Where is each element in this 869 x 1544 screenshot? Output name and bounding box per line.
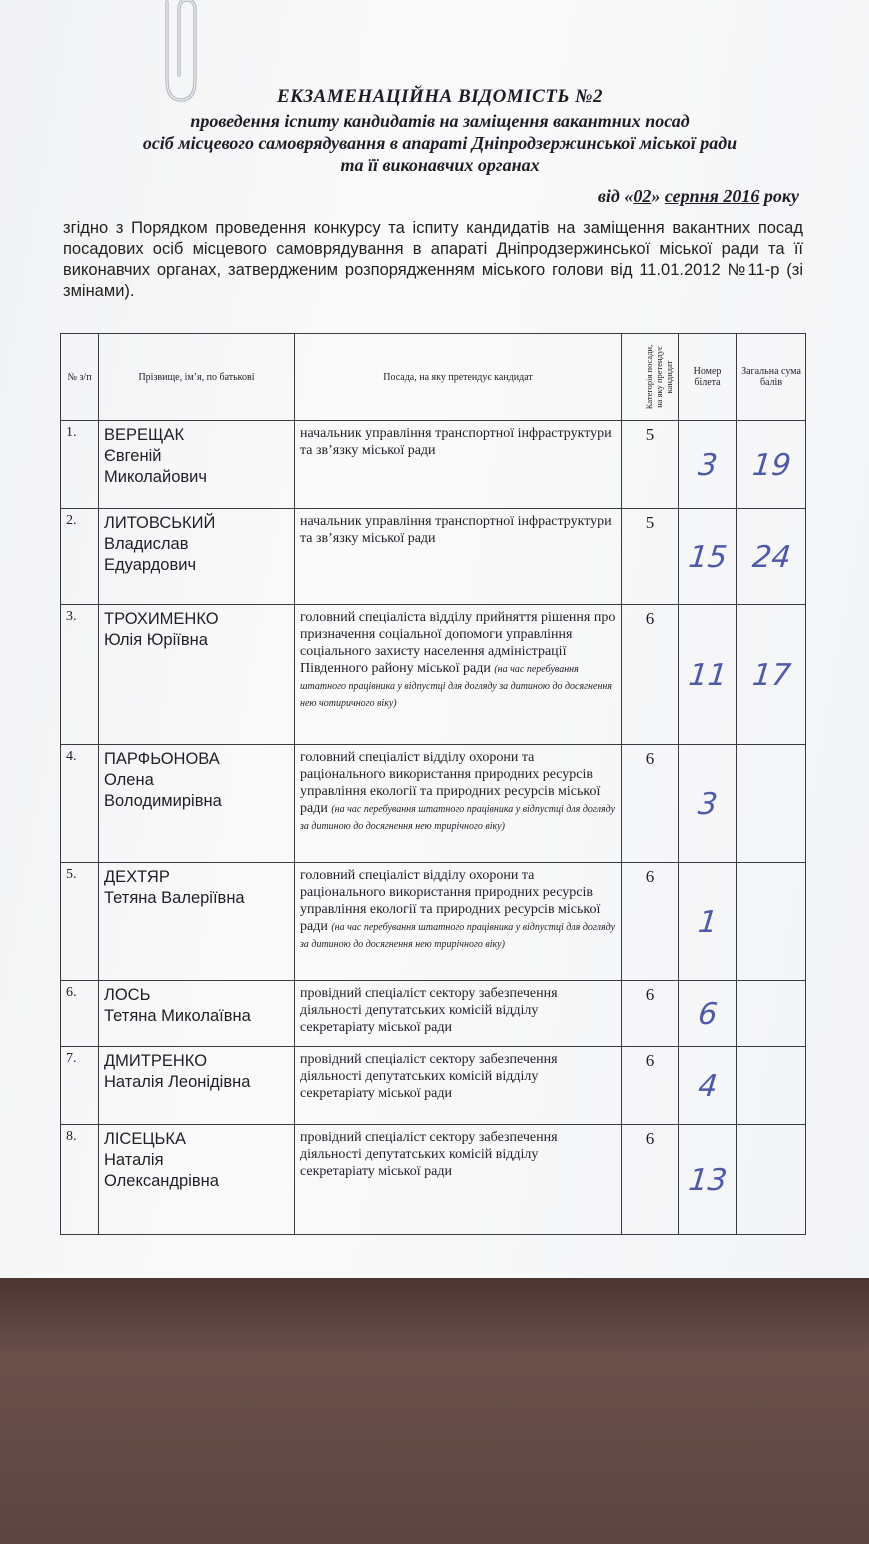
row-position bbox=[295, 421, 622, 509]
row-score bbox=[730, 745, 811, 863]
row-category: 6 bbox=[622, 1047, 679, 1125]
row-category: 6 bbox=[622, 981, 679, 1047]
date-mid: » bbox=[651, 186, 665, 206]
row-given-name: Тетяна Валеріївна bbox=[104, 889, 245, 907]
row-score: 24 bbox=[731, 509, 810, 605]
row-position-note: (на час перебування штатного працівника у відпустці для догляду за дитиною до досягнення нею чотиричного віку) bbox=[300, 664, 613, 709]
row-num: 7. bbox=[61, 1047, 99, 1125]
row-surname: ВЕРЕЩАК bbox=[104, 426, 185, 444]
row-surname: ДМИТРЕНКО bbox=[104, 1052, 208, 1070]
row-surname: ЛОСЬ bbox=[104, 986, 151, 1004]
row-ticket: 6 bbox=[675, 981, 740, 1047]
date-prefix: від « bbox=[597, 186, 634, 206]
subtitle-line-3: та її виконавчих органах bbox=[340, 155, 540, 175]
date-suffix: року bbox=[759, 186, 799, 206]
header-position: Посада, на яку претендує кандидат bbox=[295, 334, 622, 421]
row-category: 6 bbox=[622, 605, 679, 745]
row-name bbox=[99, 509, 295, 605]
header-name: Прізвище, ім’я, по батькові bbox=[99, 334, 295, 421]
row-num: 4. bbox=[61, 745, 99, 863]
row-patronymic: Володимирівна bbox=[104, 792, 222, 810]
row-patronymic: Едуардович bbox=[104, 556, 197, 574]
row-position-text: провідний спеціаліст сектору забезпечення діяльності депутатських комісій відділу секретаріату міської ради bbox=[300, 1130, 558, 1179]
subtitle-line-2: осіб місцевого самоврядування в апараті Дніпродзержинської міської ради bbox=[142, 133, 738, 153]
row-surname: ПАРФЬОНОВА bbox=[104, 750, 220, 768]
row-position bbox=[295, 863, 622, 981]
row-num: 1. bbox=[61, 421, 99, 509]
document-title: ЕКЗАМЕНАЦІЙНА ВІДОМІСТЬ №2 bbox=[276, 86, 604, 107]
date-day: 02 bbox=[633, 186, 652, 206]
row-given-name: Наталія Леонідівна bbox=[104, 1073, 251, 1091]
document-date bbox=[598, 186, 799, 207]
row-position bbox=[295, 981, 622, 1047]
row-num: 5. bbox=[61, 863, 99, 981]
row-given-name: Владислав bbox=[104, 535, 189, 553]
row-position bbox=[295, 605, 622, 745]
row-name bbox=[99, 421, 295, 509]
header-category bbox=[622, 334, 679, 421]
row-surname: ДЕХТЯР bbox=[104, 868, 170, 886]
table-row bbox=[61, 863, 806, 981]
row-ticket: 1 bbox=[672, 863, 742, 981]
header-category-label: Категорія посади, на яку претендує кандидат bbox=[644, 344, 674, 409]
row-position-note: (на час перебування штатного працівника у відпустці для догляду за дитиною до досягнення нею трирічного віку) bbox=[300, 804, 616, 832]
row-surname: ЛИТОВСЬКИЙ bbox=[104, 514, 216, 532]
row-score: 17 bbox=[729, 605, 813, 745]
row-num: 8. bbox=[61, 1125, 99, 1235]
table-row bbox=[61, 421, 806, 509]
table-row bbox=[61, 1125, 806, 1235]
table-row bbox=[61, 1047, 806, 1125]
row-given-name: Юлія Юріївна bbox=[104, 631, 208, 649]
table-header-row bbox=[61, 334, 806, 421]
row-num: 6. bbox=[61, 981, 99, 1047]
row-score bbox=[733, 981, 809, 1047]
row-position-note: (на час перебування штатного працівника у відпустці для догляду за дитиною до досягнення нею трирічного віку) bbox=[300, 922, 616, 950]
desk-surface bbox=[0, 1278, 869, 1544]
row-category: 5 bbox=[622, 509, 679, 605]
row-num: 2. bbox=[61, 509, 99, 605]
row-ticket: 15 bbox=[673, 509, 741, 605]
row-name bbox=[99, 1125, 295, 1235]
row-ticket: 3 bbox=[674, 421, 741, 509]
row-ticket: 3 bbox=[672, 745, 742, 863]
row-patronymic: Олександрівна bbox=[104, 1172, 219, 1190]
row-name bbox=[99, 605, 295, 745]
row-position-text: начальник управління транспортної інфраструктури та зв’язку міської ради bbox=[300, 426, 612, 458]
row-patronymic: Миколайович bbox=[104, 468, 207, 486]
row-ticket: 11 bbox=[671, 605, 744, 745]
table-row bbox=[61, 509, 806, 605]
row-category: 6 bbox=[622, 863, 679, 981]
row-given-name: Євгеній bbox=[104, 447, 162, 465]
row-surname: ТРОХИМЕНКО bbox=[104, 610, 219, 628]
row-surname: ЛІСЕЦЬКА bbox=[104, 1130, 186, 1148]
row-ticket: 13 bbox=[673, 1125, 743, 1235]
table-row bbox=[61, 981, 806, 1047]
row-position bbox=[295, 509, 622, 605]
row-category: 5 bbox=[622, 421, 679, 509]
row-position-text: головний спеціаліст відділу охорони та раціонального використання природних ресурсів управління екології та природних ресурсів міської ради bbox=[300, 868, 601, 934]
subtitle-line-1: проведення іспиту кандидатів на заміщення вакантних посад bbox=[190, 111, 690, 131]
row-given-name: Наталія bbox=[104, 1151, 164, 1169]
row-given-name: Олена bbox=[104, 771, 154, 789]
row-name bbox=[99, 863, 295, 981]
document-header bbox=[60, 86, 820, 176]
row-score bbox=[731, 1125, 812, 1235]
header-num: № з/п bbox=[61, 334, 99, 421]
row-name bbox=[99, 981, 295, 1047]
row-position-text: головний спеціаліста відділу прийняття рішення про призначення соціальної допомоги управління соціального захисту населення адміністрації Південного району міської ради bbox=[300, 610, 616, 676]
row-score: 19 bbox=[732, 421, 810, 509]
row-score bbox=[732, 1047, 809, 1125]
exam-results-table bbox=[60, 333, 806, 1235]
row-position-text: провідний спеціаліст сектору забезпечення діяльності депутатських комісій відділу секретаріату міської ради bbox=[300, 1052, 558, 1101]
row-num: 3. bbox=[61, 605, 99, 745]
row-position bbox=[295, 745, 622, 863]
row-category: 6 bbox=[622, 745, 679, 863]
row-name bbox=[99, 745, 295, 863]
row-position-text: начальник управління транспортної інфраструктури та зв’язку міської ради bbox=[300, 514, 612, 546]
table-row bbox=[61, 745, 806, 863]
header-score: Загальна сума балів bbox=[737, 334, 806, 421]
row-category: 6 bbox=[622, 1125, 679, 1235]
date-month-year: серпня 2016 bbox=[664, 186, 760, 206]
row-given-name: Тетяна Миколаївна bbox=[104, 1007, 251, 1025]
row-position bbox=[295, 1125, 622, 1235]
row-position-text: провідний спеціаліст сектору забезпечення діяльності депутатських комісій відділу секретаріату міської ради bbox=[300, 986, 558, 1035]
row-position-text: головний спеціаліст відділу охорони та раціонального використання природних ресурсів управління екології та природних ресурсів міської ради bbox=[300, 750, 601, 816]
header-ticket: Номер білета bbox=[679, 334, 737, 421]
table-row bbox=[61, 605, 806, 745]
intro-paragraph: згідно з Порядком проведення конкурсу та іспиту кандидатів на заміщення вакантних посад посадових осіб місцевого самоврядування в апараті Дніпродзержинської міської ради та її виконавчих органах, затвердженим розпорядженням міського голови від 11.01.2012 №11-р (зі змінами). bbox=[63, 219, 803, 300]
row-name bbox=[99, 1047, 295, 1125]
row-score bbox=[730, 863, 811, 981]
row-ticket: 4 bbox=[674, 1047, 740, 1125]
row-position bbox=[295, 1047, 622, 1125]
